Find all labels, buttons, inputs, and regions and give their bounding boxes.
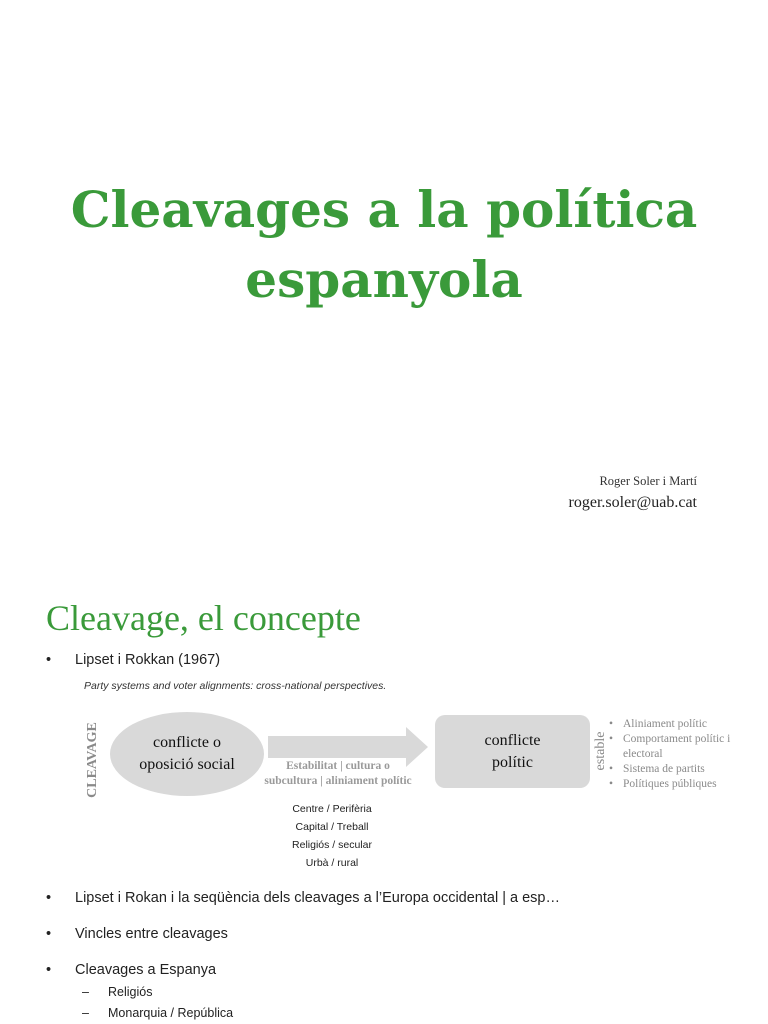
node-text: polític [492,753,533,771]
title-line: espanyola [245,250,523,309]
node-text: oposició social [139,756,235,773]
arrow-label-line: subcultura | aliniament polític [264,775,412,787]
slide-title: Cleavage, el concepte [46,598,361,638]
bullet-item [46,652,220,668]
bullet-text: Cleavages a Espanya [75,962,217,978]
consequences-list [609,717,758,792]
bullet-text: Vincles entre cleavages [75,926,228,942]
concept-slide [0,576,768,1024]
sub-bullet-marker: – [82,1006,89,1020]
sub-bullet-marker: – [82,985,89,999]
book-subtitle: Party systems and voter alignments: cross-national perspectives. [84,680,387,692]
author-email: roger.soler@uab.cat [568,494,697,511]
bullet-item [46,890,560,906]
arrow-label-line: Estabilitat | cultura o [286,760,390,772]
consequence-item: • Aliniament polític [609,717,758,732]
sub-bullet-item [82,1006,233,1020]
bullet-marker: • [46,652,52,668]
bullet-marker: • [46,962,52,978]
cleavage-vertical-label: CLEAVAGE [85,722,100,798]
bullet-text: Lipset i Rokan i la seqüència dels cleavages a l’Europa occidental | a esp… [75,890,560,906]
consequence-item: • Polítiques públiques [609,777,758,792]
bullet-marker: • [46,890,52,906]
cleavage-pair: Religiós / secular [292,839,372,851]
title-line: Cleavages a la política [70,180,698,239]
estable-vertical-label: estable [593,731,608,771]
bullet-item [46,962,216,978]
consequence-item: • Comportament polític i electoral [609,732,758,762]
cleavage-pair: Capital / Treball [295,821,369,833]
author-name: Roger Soler i Martí [599,474,697,488]
node-text: conflicte [484,731,541,749]
bullet-text: Lipset i Rokkan (1967) [75,652,221,668]
arrow-label [240,759,436,789]
sub-bullet-item [82,985,152,999]
cleavage-pair: Centre / Perifèria [292,803,372,815]
political-conflict-node [435,715,590,788]
consequence-item: • Sistema de partits [609,762,758,777]
bullet-item [46,926,228,942]
presentation-title [40,175,728,315]
sub-bullet-text: Religiós [108,985,153,999]
bullet-marker: • [46,926,52,942]
sub-bullet-text: Monarquia / República [108,1006,234,1020]
node-text: conflicte o [153,734,221,751]
cleavage-pairs-list [262,800,402,872]
cleavage-pair: Urbà / rural [305,857,359,869]
